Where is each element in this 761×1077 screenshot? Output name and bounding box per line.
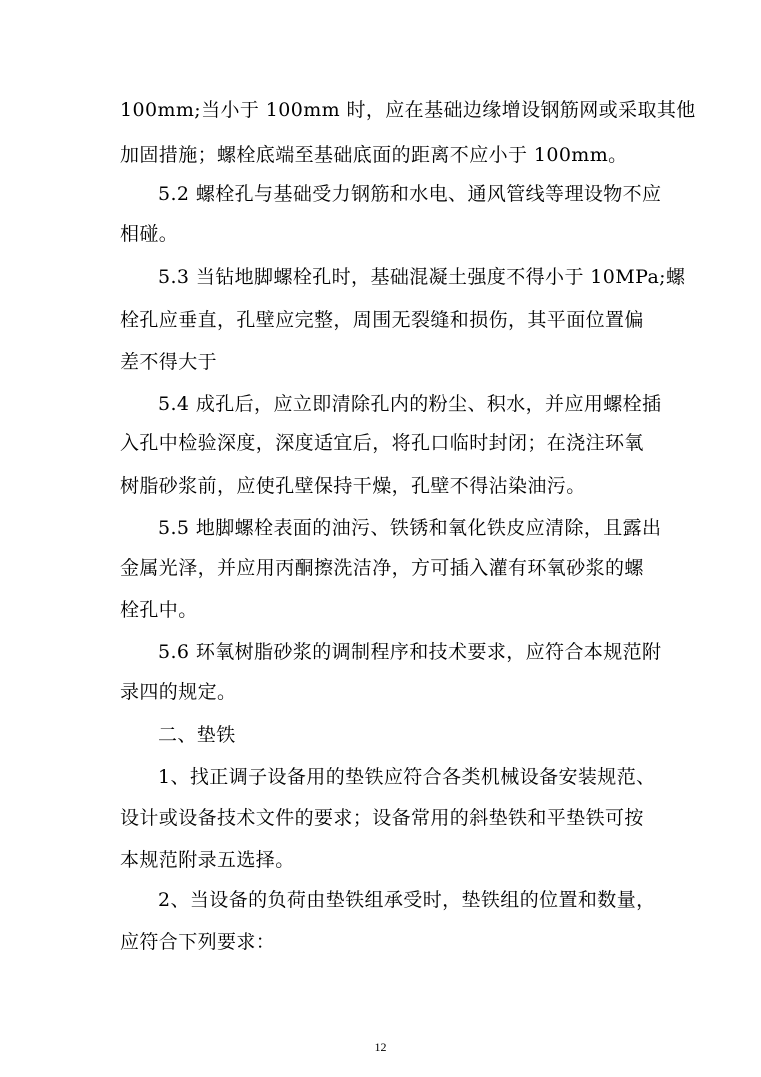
text-line: 相碰。 — [120, 223, 179, 245]
text-line: 1、找正调子设备用的垫铁应符合各类机械设备安装规范、 — [158, 766, 656, 788]
text-line: 差不得大于 — [120, 351, 218, 373]
text-line: 树脂砂浆前，应使孔壁保持干燥，孔壁不得沾染油污。 — [120, 475, 586, 497]
text-line: 栓孔中。 — [120, 599, 198, 621]
text-line: 5.2 螺栓孔与基础受力钢筋和水电、通风管线等理设物不应 — [158, 183, 662, 205]
text-line: 加固措施；螺栓底端至基础底面的距离不应小于 100mm。 — [120, 144, 628, 166]
text-line: 5.6 环氧树脂砂浆的调制程序和技术要求，应符合本规范附 — [158, 641, 662, 663]
text-line: 本规范附录五选择。 — [120, 849, 295, 871]
text-line: 录四的规定。 — [120, 681, 237, 703]
text-line: 5.5 地脚螺栓表面的油污、铁锈和氧化铁皮应清除，且露出 — [158, 517, 662, 539]
text-line: 设计或设备技术文件的要求；设备常用的斜垫铁和平垫铁可按 — [120, 807, 644, 829]
text-line: 金属光泽，并应用丙酮擦洗洁净，方可插入灌有环氧砂浆的螺 — [120, 557, 644, 579]
text-line: 栓孔应垂直，孔壁应完整，周围无裂缝和损伤，其平面位置偏 — [120, 309, 644, 331]
page-number: 12 — [374, 1040, 387, 1054]
text-line: 应符合下列要求： — [120, 931, 276, 953]
section-heading: 二、垫铁 — [158, 724, 236, 746]
text-line: 100mm;当小于 100mm 时，应在基础边缘增设钢筋网或采取其他 — [120, 99, 696, 121]
text-line: 2、当设备的负荷由垫铁组承受时，垫铁组的位置和数量， — [158, 889, 656, 911]
text-line: 5.4 成孔后，应立即清除孔内的粉尘、积水，并应用螺栓插 — [158, 393, 662, 415]
text-line: 入孔中检验深度，深度适宜后，将孔口临时封闭；在浇注环氧 — [120, 432, 644, 454]
text-line: 5.3 当钻地脚螺栓孔时，基础混凝土强度不得小于 10MPa;螺 — [158, 266, 686, 288]
